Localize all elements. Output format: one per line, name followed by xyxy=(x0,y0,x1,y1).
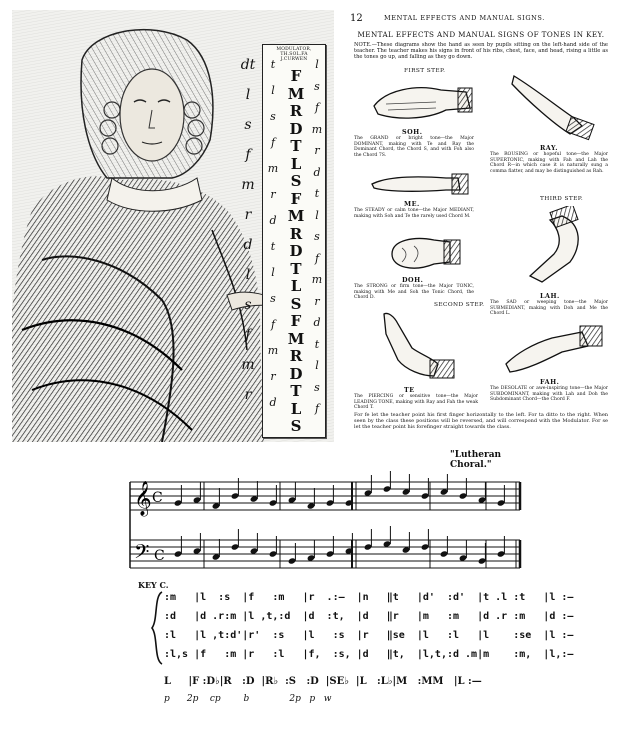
hand-side-syllable: l xyxy=(245,267,251,283)
modulator-chart xyxy=(262,44,326,438)
modulator-left-column xyxy=(266,59,280,423)
modulator-header-line1: MODULATOR, TH.SOL.FA xyxy=(276,47,312,57)
modulator-syllable: M xyxy=(287,84,305,103)
chord-sub-row: p 2p cp b 2p p w xyxy=(164,694,332,704)
soh-hand-icon xyxy=(366,76,476,126)
te-description: The PIERCING or sensitive tone—the Major LEADING TONE, making with Ray and Fah the weak Chord T. xyxy=(354,394,478,410)
hand-side-syllable: f xyxy=(245,327,251,343)
modulator-side-syllable: m xyxy=(311,273,323,286)
modulator-side-syllable: s xyxy=(270,292,276,305)
modulator-syllable: D xyxy=(289,242,303,260)
modulator-side-syllable: r xyxy=(270,370,276,383)
hand-side-syllable: dt xyxy=(240,57,256,73)
modulator-syllable: D xyxy=(289,119,303,138)
modulator-syllable: F xyxy=(290,312,302,330)
staff-notation xyxy=(120,462,530,580)
modulator-side-syllable: t xyxy=(270,58,276,71)
solfa-row-2: :d |d .r:m |l ,t,:d |d :t, |d ‖r |m :m |d .r :m |d :— xyxy=(164,611,574,622)
modulator-syllable: S xyxy=(290,294,302,313)
chord-row: L |F :D♭|R :D |R♭ :S :D |SE♭ |L :L♭|M :MM |L :— xyxy=(164,676,482,687)
modulator-side-syllable: l xyxy=(271,266,275,279)
modulator-main-column xyxy=(283,67,309,435)
solfa-row-4: :l,s |f :m |r :l |f, :s, |d ‖t, |l,t,:d .m|m :m, |l,:— xyxy=(164,649,574,660)
modulator-side-syllable: r xyxy=(314,294,320,308)
solfa-row-1: :m |l :s |f :m |r .:— |n ‖t |d' :d' |t .l :t |l :— xyxy=(164,592,574,603)
modulator-side-syllable: f xyxy=(270,136,276,149)
modulator-side-syllable: s xyxy=(314,230,320,243)
solfa-row-3: :l |l ,t:d'|r' :s |l :s |r ‖se |l :l |l :se |l :— xyxy=(164,630,574,641)
modulator-syllable: F xyxy=(290,189,302,208)
modulator-side-syllable: s xyxy=(314,79,320,93)
hand-side-syllable: l xyxy=(245,87,251,103)
svg-text:𝄢: 𝄢 xyxy=(134,540,150,568)
modulator-right-column xyxy=(310,59,324,425)
ray-name: RAY. xyxy=(540,144,558,152)
doh-name: DOH. xyxy=(402,276,424,284)
modulator-syllable: T xyxy=(290,259,302,278)
soh-name: SOH. xyxy=(402,128,423,136)
hand-side-syllable: s xyxy=(244,117,252,133)
fah-hand-icon xyxy=(502,320,606,376)
key-label: KEY C. xyxy=(138,580,169,590)
choral-title: "Lutheran Choral." xyxy=(450,450,502,470)
page-note: NOTE.—These diagrams show the hand as seen by pupils sitting on the left-hand side of the teacher. The teacher makes his signs in front of his ribs, chest, face, and head, rising a little as the tones go up, and falling as they go down. xyxy=(354,42,608,61)
modulator-syllable: T xyxy=(290,382,302,400)
running-head: MENTAL EFFECTS AND MANUAL SIGNS. xyxy=(384,14,545,22)
modulator-syllable: D xyxy=(289,364,303,383)
modulator-syllable: M xyxy=(287,329,305,348)
hand-side-syllables xyxy=(236,56,260,416)
modulator-syllable: L xyxy=(290,277,302,295)
modulator-syllable: T xyxy=(290,137,302,155)
brace-icon xyxy=(150,590,164,666)
hand-side-syllable: s xyxy=(244,297,252,313)
modulator-side-syllable: m xyxy=(267,344,279,357)
modulator-side-syllable: f xyxy=(314,251,320,265)
page-footnote: For fe let the teacher point his first finger horizontally to the left. For ta ditto to the right. When seen by the class these positions will be reversed, and will correspond with the Modulator. For se let the teacher point his forefinger straight towards the class. xyxy=(354,412,608,430)
lah-description: The SAD or weeping tone—the Major SUBMEDIANT, making with Doh and Me the Chord L. xyxy=(490,300,608,316)
modulator-side-syllable: m xyxy=(311,122,323,136)
modulator-side-syllable: l xyxy=(271,84,275,97)
svg-text:𝄞: 𝄞 xyxy=(134,481,152,516)
modulator-syllable: L xyxy=(290,399,302,418)
modulator-side-syllable: d xyxy=(269,396,277,409)
ray-hand-icon xyxy=(504,68,604,148)
modulator-side-syllable: d xyxy=(313,165,321,179)
modulator-side-syllable: t xyxy=(314,187,320,200)
third-step-label: THIRD STEP. xyxy=(540,196,584,202)
modulator-syllable: L xyxy=(290,154,302,173)
fah-name: FAH. xyxy=(540,378,560,386)
te-name: TE xyxy=(404,386,415,394)
modulator-side-syllable: l xyxy=(315,359,319,372)
svg-text:C: C xyxy=(152,490,163,506)
lah-name: LAH. xyxy=(540,292,560,300)
soh-description: The GRAND or bright tone—the Major DOMINANT, making with Te and Ray the Dominant Chord, the Chord S, and with Foh also the Chord 7S. xyxy=(354,136,474,158)
modulator-syllable: F xyxy=(290,67,302,85)
modulator-side-syllable: s xyxy=(270,110,276,123)
me-name: ME. xyxy=(404,200,420,208)
engraved-portrait xyxy=(12,10,334,442)
hand-side-syllable: r xyxy=(244,387,252,403)
lah-hand-icon xyxy=(512,206,602,290)
hand-side-syllable: f xyxy=(245,147,251,163)
me-description: The STEADY or calm tone—the Major MEDIANT, making with Soh and Te the rarely used Chord M. xyxy=(354,208,474,219)
lutheran-choral-score xyxy=(120,450,574,738)
modulator-side-syllable: f xyxy=(270,318,276,331)
modulator-side-syllable: r xyxy=(270,188,276,201)
second-step-label: SECOND STEP. xyxy=(434,302,485,308)
modulator-side-syllable: l xyxy=(315,58,319,71)
doh-hand-icon xyxy=(384,232,464,276)
modulator-side-syllable: d xyxy=(313,316,321,329)
modulator-header-line2: J.CURWEN xyxy=(280,57,308,62)
modulator-syllable: S xyxy=(290,417,302,435)
modulator-side-syllable: r xyxy=(314,144,320,157)
modulator-side-syllable: t xyxy=(314,337,320,351)
doh-description: The STRONG or firm tone—the Major TONIC, making with Me and Soh the Tonic Chord, the Chord D. xyxy=(354,284,474,300)
hand-side-syllable: d xyxy=(243,237,253,253)
manual-signs-page xyxy=(344,10,612,446)
hand-side-syllable: m xyxy=(241,177,255,193)
modulator-side-syllable: m xyxy=(267,162,279,175)
modulator-syllable: M xyxy=(287,207,305,225)
page-number: 12 xyxy=(350,13,363,24)
modulator-side-syllable: s xyxy=(314,380,320,394)
fah-description: The DESOLATE or awe-inspiring tone—the Major SUBDOMINANT, making with Lah and Doh the Subdominant Chord—the Chord F. xyxy=(490,386,608,402)
modulator-syllable: S xyxy=(290,172,302,190)
modulator-side-syllable: f xyxy=(314,101,320,114)
page-title: MENTAL EFFECTS AND MANUAL SIGNS OF TONES IN KEY. xyxy=(357,30,605,39)
hand-side-syllable: r xyxy=(244,207,252,223)
svg-text:C: C xyxy=(154,548,165,564)
modulator-side-syllable: f xyxy=(314,402,320,415)
modulator-syllable: R xyxy=(289,224,303,243)
me-hand-icon xyxy=(368,168,472,198)
ray-description: The ROUSING or hopeful tone—the Major SUPERTONIC, making with Fah and Lah the Chord R—in which case it is naturally sung a comma flatter, and may be distinguished as Rah. xyxy=(490,152,608,174)
modulator-syllable: R xyxy=(289,102,303,120)
modulator-side-syllable: d xyxy=(269,214,277,227)
te-hand-icon xyxy=(372,310,462,386)
first-step-label: FIRST STEP. xyxy=(404,68,446,74)
hand-side-syllable: m xyxy=(241,357,255,373)
modulator-syllable: R xyxy=(289,347,303,365)
modulator-side-syllable: t xyxy=(270,240,276,253)
modulator-side-syllable: l xyxy=(315,208,319,222)
